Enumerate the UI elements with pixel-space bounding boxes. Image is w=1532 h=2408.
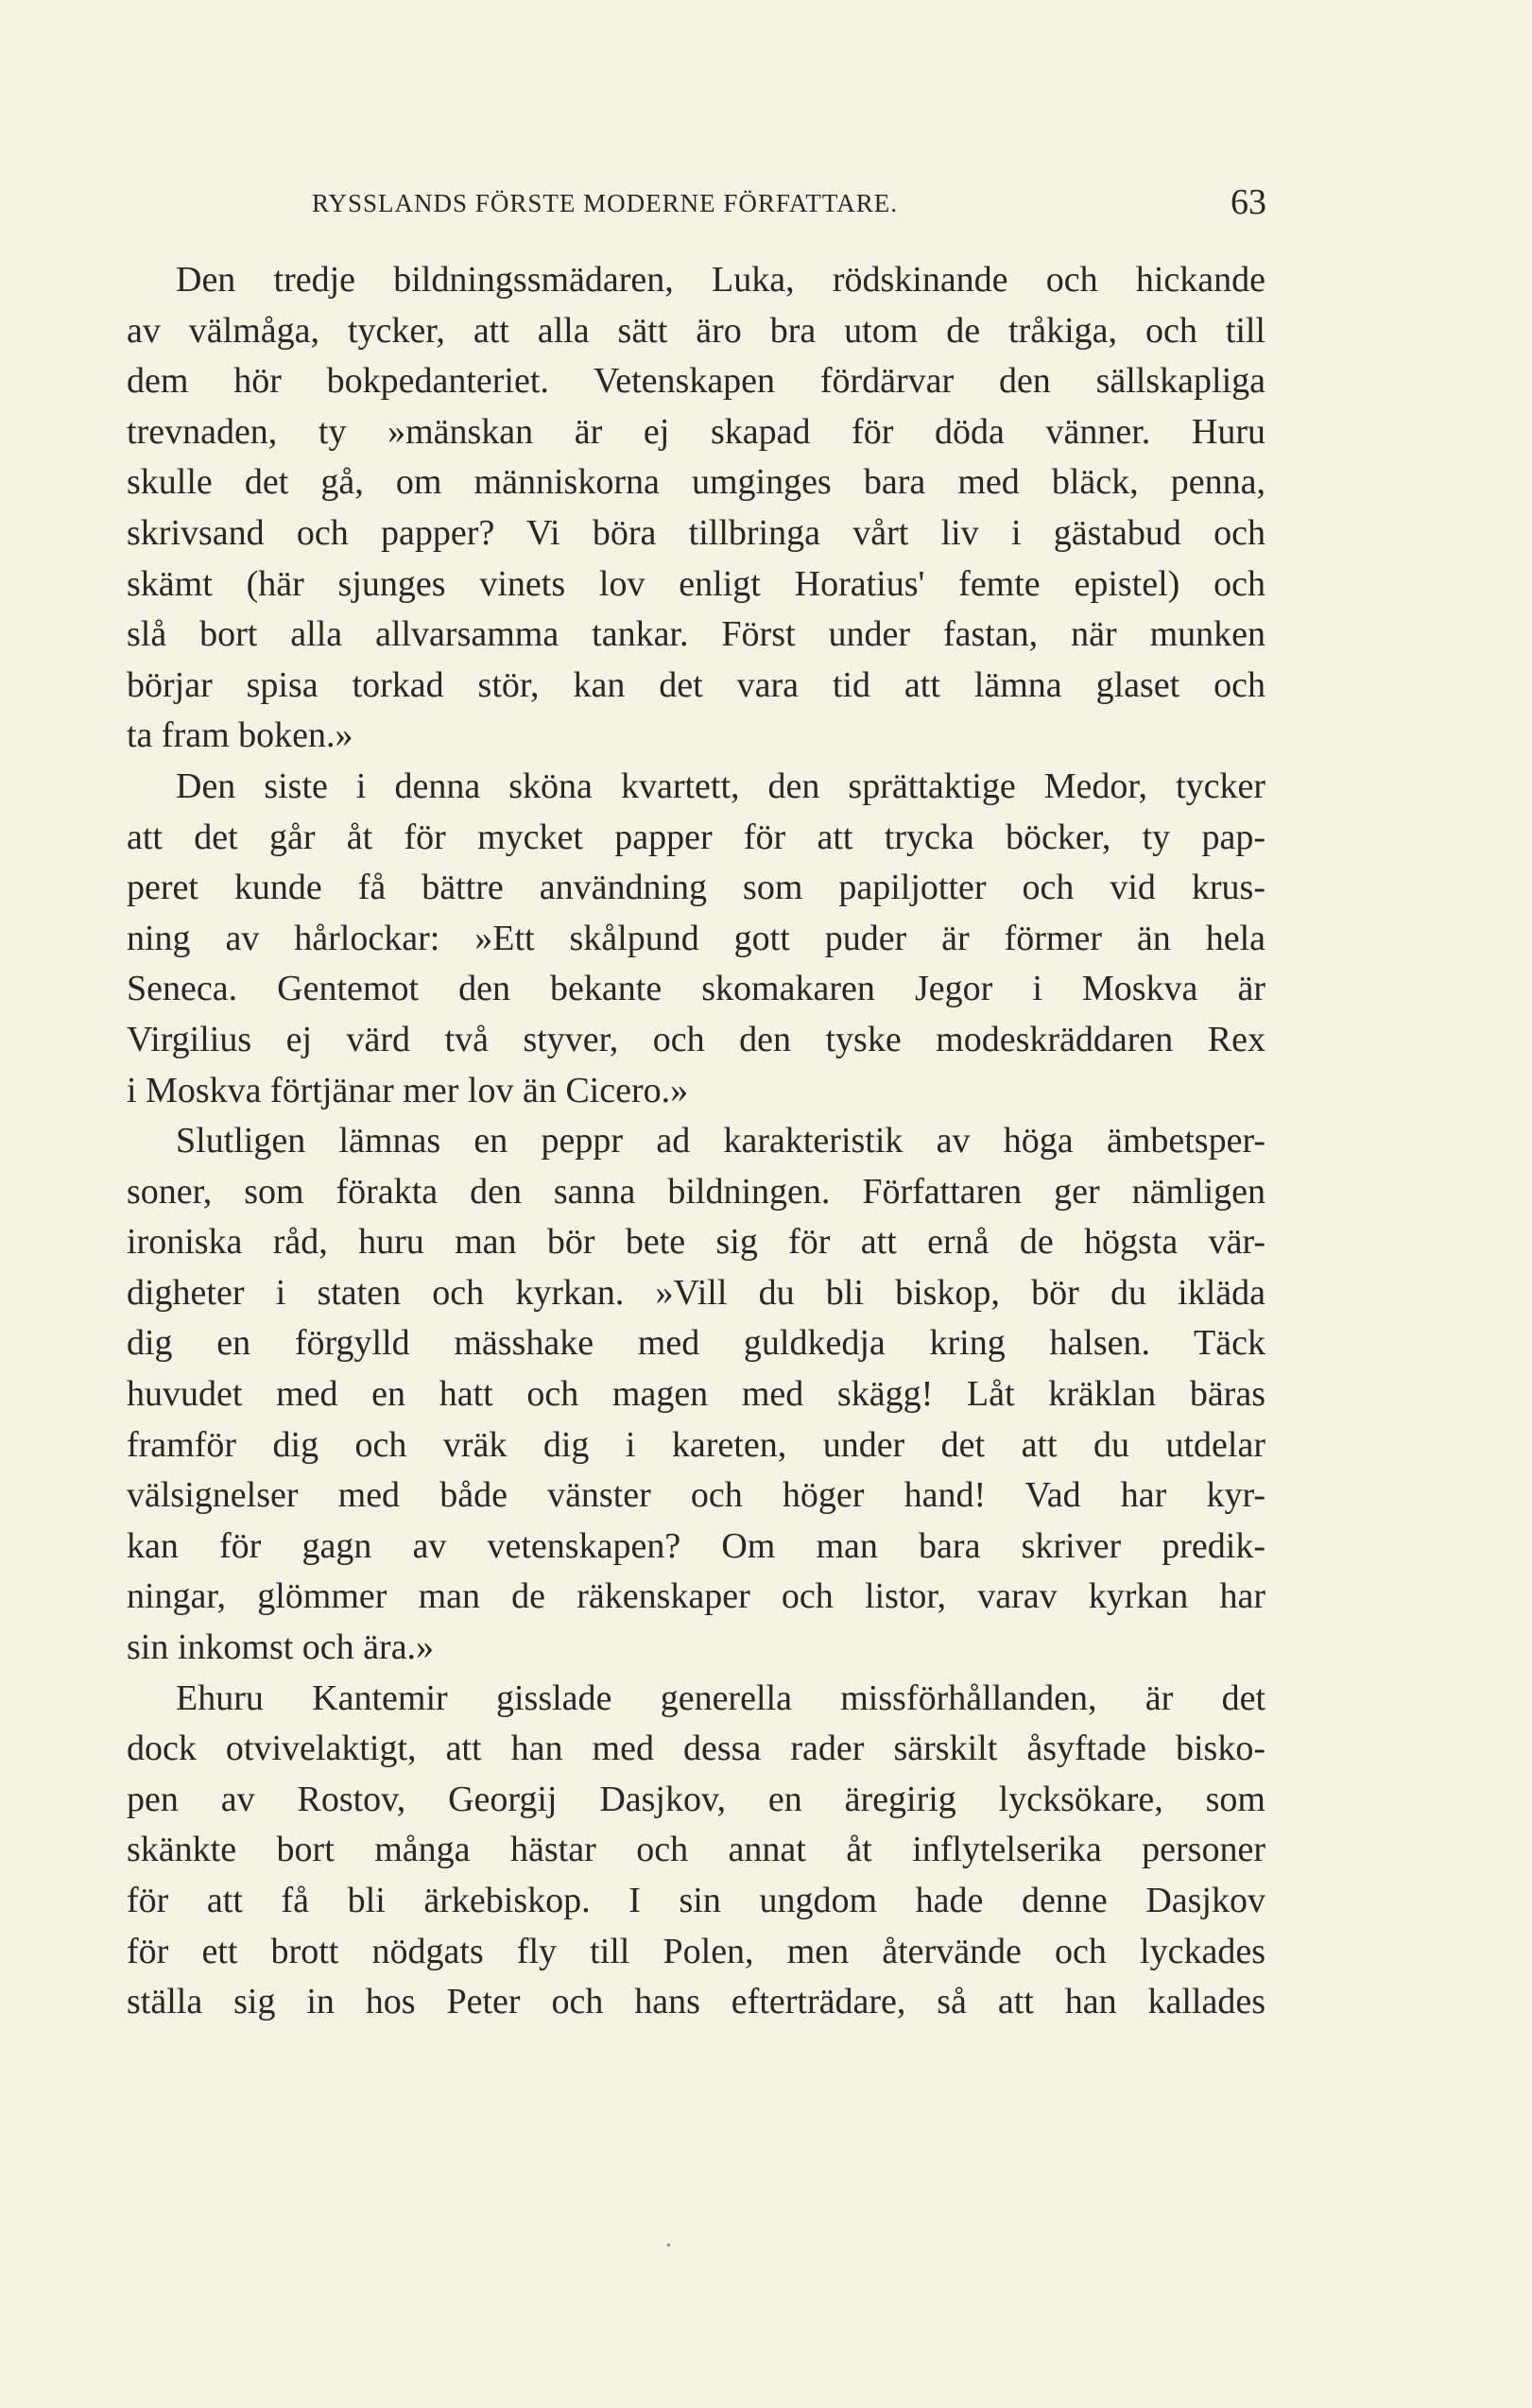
running-head (312, 181, 1266, 227)
text-line: av välmåga, tycker, att alla sätt äro bra utom de tråkiga, och till (127, 310, 1265, 351)
paper-speck (667, 2244, 670, 2246)
text-line: välsignelser med både vänster och höger hand! Vad har kyr- (127, 1475, 1265, 1516)
text-line: Ehuru Kantemir gisslade generella missförhållanden, är det (176, 1677, 1265, 1718)
running-title: RYSSLANDS FÖRSTE MODERNE FÖRFATTARE. (312, 189, 898, 217)
text-line: skrivsand och papper? Vi böra tillbringa vårt liv i gästabud och (127, 512, 1265, 553)
text-line: ironiska råd, huru man bör bete sig för att ernå de högsta vär- (127, 1222, 1265, 1263)
page-number: 63 (1231, 182, 1266, 222)
text-line: framför dig och vräk dig i kareten, under det att du utdelar (127, 1424, 1265, 1465)
text-line: att det går åt för mycket papper för att trycka böcker, ty pap- (127, 817, 1265, 857)
text-line: pen av Rostov, Georgij Dasjkov, en äregirig lycksökare, som (127, 1779, 1265, 1819)
text-line: skulle det gå, om människorna umginges bara med bläck, penna, (127, 462, 1265, 503)
text-line: för ett brott nödgats fly till Polen, men återvände och lyckades (127, 1931, 1265, 1971)
text-line: Seneca. Gentemot den bekante skomakaren Jegor i Moskva är (127, 969, 1265, 1009)
text-line: Den tredje bildningssmädaren, Luka, rödskinande och hickande (176, 260, 1265, 300)
text-line: Den siste i denna sköna kvartett, den sprättaktige Medor, tycker (176, 765, 1265, 806)
text-line: Slutligen lämnas en peppr ad karakteristik av höga ämbetsper- (176, 1121, 1265, 1161)
text-line: sin inkomst och ära.» (127, 1627, 435, 1668)
body-text (127, 255, 1265, 2028)
text-line: Virgilius ej värd två styver, och den tyske modeskräddaren Rex (127, 1019, 1265, 1059)
text-line: soner, som förakta den sanna bildningen. Författaren ger nämligen (127, 1171, 1265, 1212)
text-line: skämt (här sjunges vinets lov enligt Horatius' femte epistel) och (127, 563, 1265, 604)
text-line: skänkte bort många hästar och annat åt inflytelserika personer (127, 1830, 1265, 1870)
text-line: slå bort alla allvarsamma tankar. Först under fastan, när munken (127, 614, 1265, 655)
text-line: peret kunde få bättre användning som papiljotter och vid krus- (127, 868, 1265, 908)
text-line: ning av hårlockar: »Ett skålpund gott puder är förmer än hela (127, 918, 1265, 958)
text-line: ställa sig in hos Peter och hans efterträdare, så att han kallades (127, 1982, 1265, 2022)
text-line: ta fram boken.» (127, 715, 353, 756)
text-line: huvudet med en hatt och magen med skägg! Låt kräklan bäras (127, 1374, 1265, 1415)
text-line: börjar spisa torkad stör, kan det vara tid att lämna glaset och (127, 664, 1265, 705)
text-line: trevnaden, ty »mänskan är ej skapad för döda vänner. Huru (127, 411, 1265, 452)
text-line: dem hör bokpedanteriet. Vetenskapen fördärvar den sällskapliga (127, 361, 1265, 402)
text-line: kan för gagn av vetenskapen? Om man bara skriver predik- (127, 1525, 1265, 1566)
text-line: ningar, glömmer man de räkenskaper och listor, varav kyrkan har (127, 1576, 1265, 1617)
text-line: dig en förgylld mässhake med guldkedja kring halsen. Täck (127, 1323, 1265, 1364)
text-line: dock otvivelaktigt, att han med dessa rader särskilt åsyftade bisko- (127, 1729, 1265, 1769)
text-line: i Moskva förtjänar mer lov än Cicero.» (127, 1070, 689, 1110)
text-line: digheter i staten och kyrkan. »Vill du bli biskop, bör du ikläda (127, 1272, 1265, 1313)
text-line: för att få bli ärkebiskop. I sin ungdom hade denne Dasjkov (127, 1881, 1265, 1920)
